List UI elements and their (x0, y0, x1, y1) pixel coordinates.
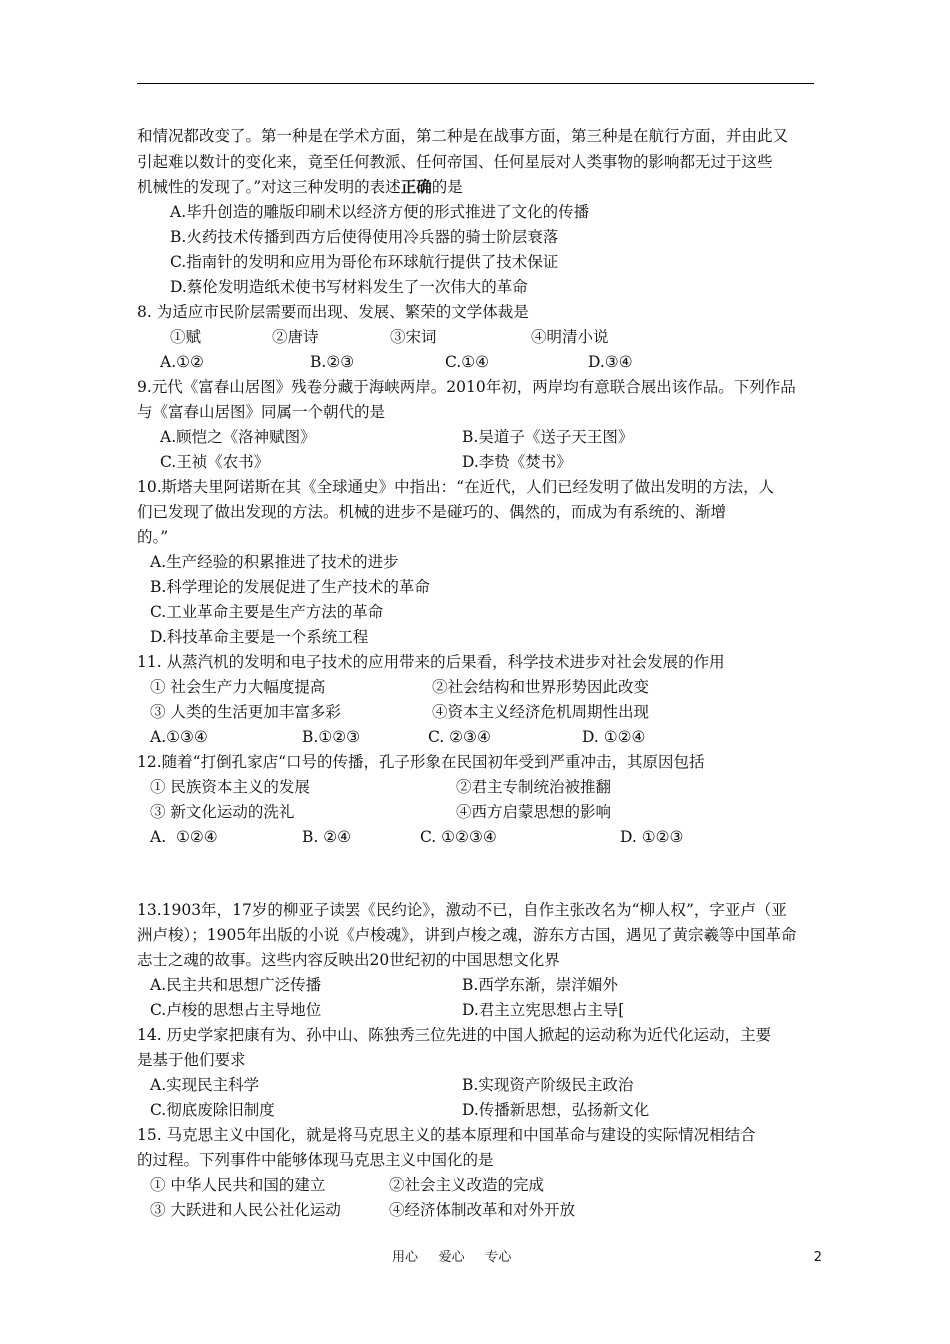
q12-option-c[interactable]: C. ①②③④ (420, 828, 497, 846)
q8-option-c[interactable]: C.①④ (445, 353, 490, 371)
q13-stem-line3: 志士之魂的故事。这些内容反映出20世纪初的中国思想文化界 (137, 951, 560, 969)
q9-option-c[interactable]: C.王祯《农书》 (160, 453, 270, 471)
q13-option-d[interactable]: D.君主立宪思想占主导[ (462, 1001, 625, 1019)
q13-option-c[interactable]: C.卢梭的思想占主导地位 (150, 1001, 322, 1019)
q7-stem-line2: 引起难以数计的变化来，竟至任何教派、任何帝国、任何星辰对人类事物的影响都无过于这些 (137, 153, 773, 171)
q11-stem: 11. 从蒸汽机的发明和电子技术的应用带来的后果看，科学技术进步对社会发展的作用 (137, 653, 725, 671)
q14-option-d[interactable]: D.传播新思想，弘扬新文化 (462, 1101, 650, 1119)
q7-stem-line3: 机械性的发现了。”对这三种发明的表述正确的是 (137, 177, 463, 196)
q14-option-c[interactable]: C.彻底废除旧制度 (150, 1101, 275, 1119)
q10-option-d[interactable]: D.科技革命主要是一个系统工程 (150, 628, 369, 646)
page-number: 2 (813, 1250, 822, 1265)
q13-option-a[interactable]: A.民主共和思想广泛传播 (150, 976, 322, 994)
q8-option-b[interactable]: B.②③ (310, 353, 355, 371)
q9-stem-line1: 9.元代《富春山居图》残卷分藏于海峡两岸。2010年初，两岸均有意联合展出该作品。下列作品 (137, 378, 796, 396)
q15-item-4: ④经济体制改革和对外开放 (389, 1201, 576, 1219)
q11-option-d[interactable]: D. ①②④ (582, 728, 646, 746)
q14-stem-line1: 14. 历史学家把康有为、孙中山、陈独秀三位先进的中国人掀起的运动称为近代化运动，主要 (137, 1026, 772, 1044)
q8-stem: 8. 为适应市民阶层需要而出现、发展、繁荣的文学体裁是 (137, 303, 529, 321)
q14-option-a[interactable]: A.实现民主科学 (150, 1076, 260, 1094)
q8-item-1: ①赋 (170, 328, 202, 346)
q9-option-d[interactable]: D.李贽《焚书》 (462, 453, 572, 471)
q13-stem-line2: 洲卢梭）；1905年出版的小说《卢梭魂》，讲到卢梭之魂，游东方古国，遇见了黄宗羲等中国革命 (137, 926, 797, 944)
q8-item-3: ③宋词 (390, 328, 437, 346)
q7-option-c[interactable]: C.指南针的发明和应用为哥伦布环球航行提供了技术保证 (170, 253, 559, 271)
q11-option-c[interactable]: C. ②③④ (428, 728, 491, 746)
q15-stem-line1: 15. 马克思主义中国化，就是将马克思主义的基本原理和中国革命与建设的实际情况相结合 (137, 1126, 756, 1144)
q11-item-1: ① 社会生产力大幅度提高 (150, 678, 326, 696)
q14-stem-line2: 是基于他们要求 (137, 1051, 246, 1069)
q12-option-b[interactable]: B. ②④ (302, 828, 352, 846)
q11-item-2: ②社会结构和世界形势因此改变 (432, 678, 650, 696)
q12-item-2: ②君主专制统治被推翻 (456, 778, 612, 796)
q10-option-c[interactable]: C.工业革命主要是生产方法的革命 (150, 603, 384, 621)
q15-stem-line2: 的过程。下列事件中能够体现马克思主义中国化的是 (137, 1151, 494, 1169)
q15-item-1: ① 中华人民共和国的建立 (150, 1176, 326, 1194)
q8-item-2: ②唐诗 (272, 328, 319, 346)
q11-item-3: ③ 人类的生活更加丰富多彩 (150, 703, 341, 721)
footer-motto: 用心 爱心 专心 (392, 1250, 512, 1265)
header-rule (137, 83, 814, 84)
q15-item-2: ②社会主义改造的完成 (389, 1176, 545, 1194)
q10-option-b[interactable]: B.科学理论的发展促进了生产技术的革命 (150, 578, 430, 596)
q12-item-4: ④西方启蒙思想的影响 (456, 803, 612, 821)
q11-option-b[interactable]: B.①②③ (302, 728, 361, 746)
q11-item-4: ④资本主义经济危机周期性出现 (432, 703, 650, 721)
q14-option-b[interactable]: B.实现资产阶级民主政治 (462, 1076, 634, 1094)
q12-item-1: ① 民族资本主义的发展 (150, 778, 310, 796)
q9-stem-line2: 与《富春山居图》同属一个朝代的是 (137, 403, 386, 421)
q12-stem: 12.随着“打倒孔家店“口号的传播，孔子形象在民国初年受到严重冲击，其原因包括 (137, 753, 705, 771)
q8-item-4: ④明清小说 (531, 328, 609, 346)
q9-option-a[interactable]: A.顾恺之《洛神赋图》 (160, 428, 316, 446)
q10-stem-line2: 们已发现了做出发现的方法。机械的进步不是碰巧的、偶然的，而成为有系统的、渐增 (137, 503, 727, 521)
q12-item-3: ③ 新文化运动的洗礼 (150, 803, 295, 821)
q7-option-d[interactable]: D.蔡伦发明造纸术使书写材料发生了一次伟大的革命 (170, 278, 528, 296)
q8-option-a[interactable]: A.①② (160, 353, 204, 371)
q13-option-b[interactable]: B.西学东渐，崇洋媚外 (462, 976, 618, 994)
q11-option-a[interactable]: A.①③④ (150, 728, 208, 746)
q7-option-b[interactable]: B.火药技术传播到西方后使得使用冷兵器的骑士阶层衰落 (170, 228, 559, 246)
q10-stem-line1: 10.斯塔夫里阿诺斯在其《全球通史》中指出：“在近代，人们已经发明了做出发明的方法，人 (137, 478, 775, 496)
q7-stem-line1: 和情况都改变了。第一种是在学术方面，第二种是在战事方面，第三种是在航行方面，并由此又 (137, 127, 789, 145)
q10-option-a[interactable]: A.生产经验的积累推进了技术的进步 (150, 553, 399, 571)
q10-stem-line3: 的。” (137, 528, 169, 546)
q13-stem-line1: 13.1903年，17岁的柳亚子读罢《民约论》，激动不已，自作主张改名为“柳人权”，字亚卢（亚 (137, 901, 787, 919)
q8-option-d[interactable]: D.③④ (588, 353, 633, 371)
q12-option-a[interactable]: A. ①②④ (150, 828, 218, 846)
q7-emphasis: 正确 (400, 177, 432, 196)
q15-item-3: ③ 大跃进和人民公社化运动 (150, 1201, 341, 1219)
q7-option-a[interactable]: A.毕升创造的雕版印刷术以经济方便的形式推进了文化的传播 (170, 203, 590, 221)
q12-option-d[interactable]: D. ①②③ (620, 828, 684, 846)
q9-option-b[interactable]: B.吴道子《送子天王图》 (462, 428, 634, 446)
